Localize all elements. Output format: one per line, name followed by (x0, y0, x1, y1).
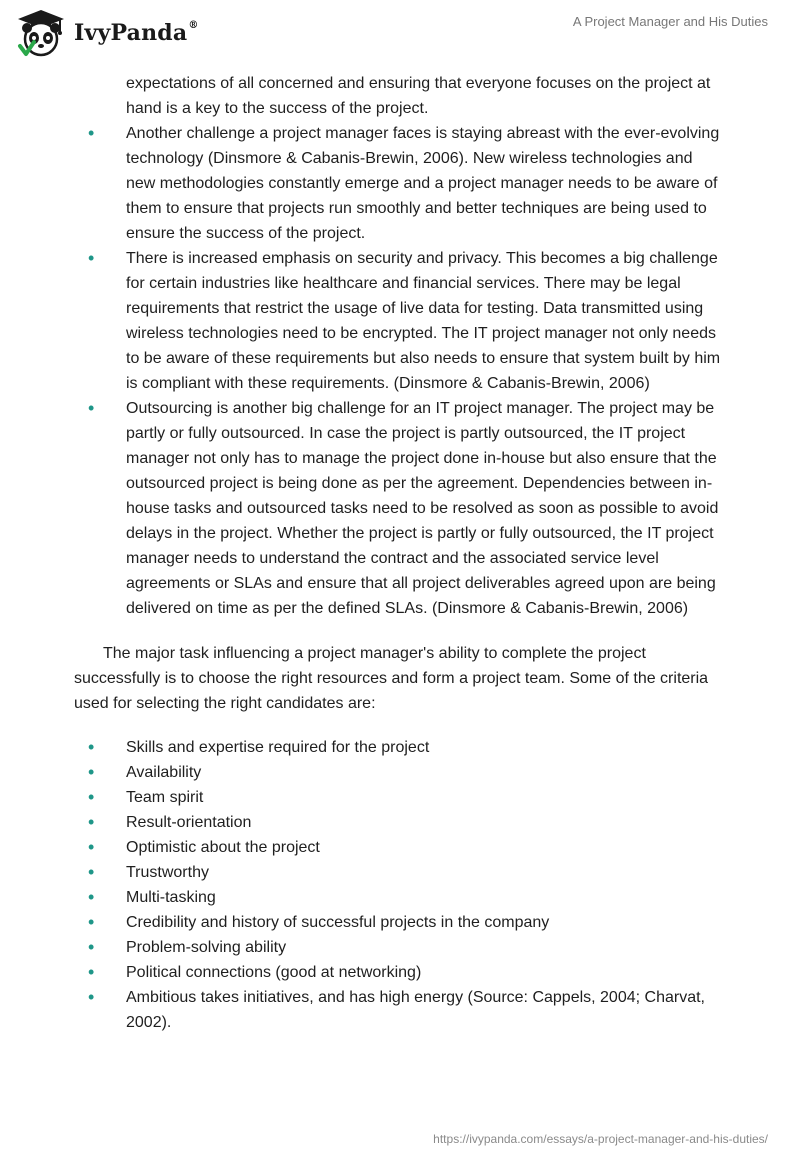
list-item: • Credibility and history of successful projects in the company (74, 910, 724, 935)
list-item: • Problem-solving ability (74, 935, 724, 960)
bullet-icon: • (88, 987, 95, 1007)
bullet-icon: • (88, 837, 95, 857)
list-item: • Political connections (good at networking) (74, 960, 724, 985)
bullet-icon: • (88, 787, 95, 807)
bullet-icon: • (88, 123, 95, 143)
list-item: • Another challenge a project manager faces is staying abreast with the ever-evolving technology (Dinsmore & Cabanis-Brewin, 2006). New wireless technologies and new methodologies constantly emerge and a project manager needs to be aware of them to ensure that projects run smoothly and better techniques are being used to ensure the success of the project. (88, 123, 720, 242)
continuation-text: expectations of all concerned and ensuring that everyone focuses on the project at hand is a key to the success of the project. (126, 75, 711, 117)
bullet-icon: • (88, 937, 95, 957)
list-item: • There is increased emphasis on security and privacy. This becomes a big challenge for certain industries like healthcare and financial services. There may be legal requirements that restrict the usage of live data for testing. Data transmitted using wireless technologies need to be encrypted. The IT project manager not only needs to be aware of these requirements but also needs to ensure that system built by him is compliant with these requirements. (Dinsmore & Cabanis-Brewin, 2006) (88, 248, 721, 392)
list-item: • Skills and expertise required for the project (74, 735, 724, 760)
bullet-icon: • (88, 762, 95, 782)
list-item: • Outsourcing is another big challenge for an IT project manager. The project may be partly or fully outsourced. In case the project is partly outsourced, the IT project manager not only has to manage the project done in-house but also ensure that the outsourced project is being done as per the agreement. Dependencies between in-house tasks and outsourced tasks need to be resolved as soon as possible to avoid delays in the project. Whether the project is partly or fully outsourced, the IT project manager needs to understand the contract and the associated service level agreements or SLAs and ensure that all project deliverables agreed upon are being delivered on time as per the defined SLAs. (Dinsmore & Cabanis-Brewin, 2006) (88, 398, 719, 617)
essay-content (74, 71, 724, 1035)
list-item: • Multi-tasking (74, 885, 724, 910)
list-item: • Result-orientation (74, 810, 724, 835)
criteria-list (74, 735, 724, 1035)
bullet-icon: • (88, 812, 95, 832)
list-item: • Ambitious takes initiatives, and has high energy (Source: Cappels, 2004; Charvat, 2002). (88, 987, 705, 1031)
source-url[interactable]: https://ivypanda.com/essays/a-project-manager-and-his-duties/ (433, 1132, 768, 1146)
brand-name[interactable]: IvyPanda® (74, 20, 199, 46)
bullet-icon: • (88, 962, 95, 982)
bullet-icon: • (88, 398, 95, 418)
page-header (0, 0, 800, 70)
panda-graduation-cap-icon (14, 8, 68, 58)
bullet-icon: • (88, 862, 95, 882)
bullet-icon: • (88, 737, 95, 757)
list-item: • Team spirit (74, 785, 724, 810)
body-paragraph: The major task influencing a project manager's ability to complete the project successfully is to choose the right resources and form a project team. Some of the criteria used for selecting the right candidates are: (74, 645, 709, 712)
bullet-icon: • (88, 248, 95, 268)
list-item: • Optimistic about the project (74, 835, 724, 860)
document-title: A Project Manager and His Duties (572, 14, 768, 29)
brand-logo[interactable] (14, 8, 199, 58)
list-item: • Availability (74, 760, 724, 785)
registered-mark: ® (188, 20, 199, 31)
challenges-list (74, 121, 724, 621)
bullet-icon: • (88, 887, 95, 907)
list-item: • Trustworthy (74, 860, 724, 885)
bullet-icon: • (88, 912, 95, 932)
